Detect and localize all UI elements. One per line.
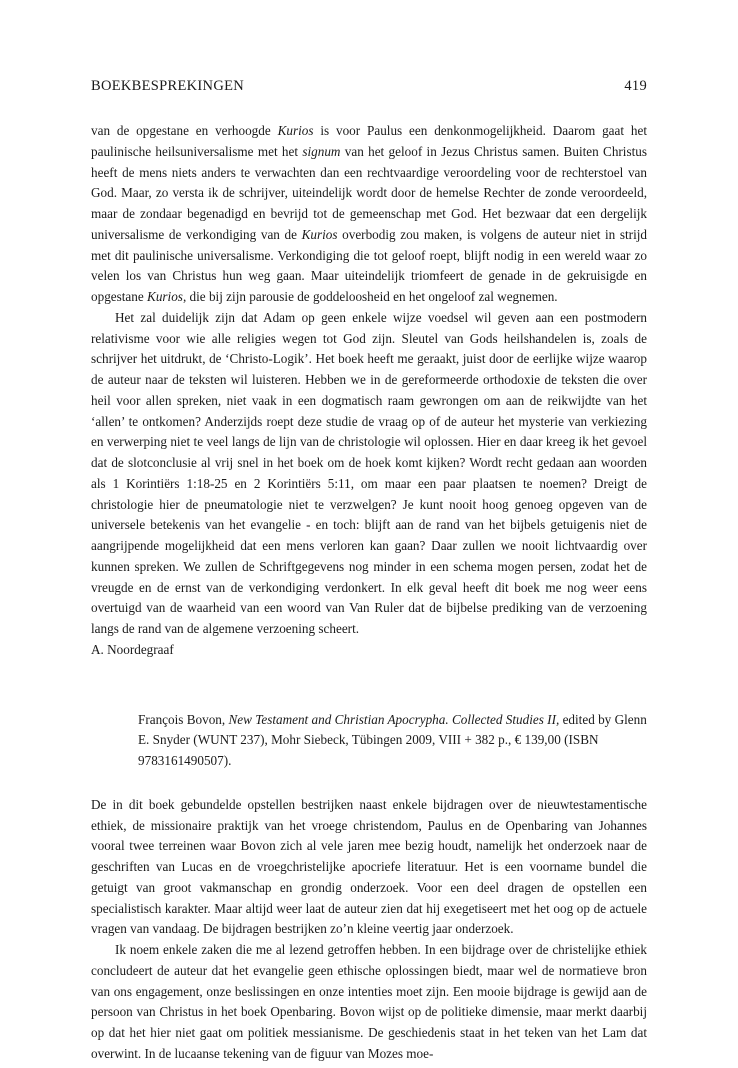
italic-term: Kurios	[277, 123, 314, 138]
italic-term: signum	[302, 143, 341, 159]
paragraph: Ik noem enkele zaken die me al lezend getroffen hebben. In een bijdrage over de christelijke ethiek concludeert de auteur dat het evangelie geen ethische oplossingen biedt, maar wel de normatieve bron van ons engagement, onze beslissingen en onze intenties moet zijn. Een mooie bijdrage is gewijd aan de persoon van Christus in het boek Openbaring. Bovon wijst op de politieke dimensie, maar merkt daarbij op dat het hier niet gaat om politiek messianisme. De geschiedenis staat in het teken van het Lam dat overwint. In de lucaanse tekening van de figuur van Mozes moe-	[91, 942, 647, 1061]
text-run: is voor Paulus een denkonmogelijkheid. Daarom gaat het paulinische heilsuniversalisme met het	[91, 123, 647, 159]
paragraph	[91, 121, 647, 308]
review-bovon	[91, 795, 647, 1065]
book-title: New Testament and Christian Apocrypha. Collected Studies II,	[228, 711, 560, 727]
book-reference	[138, 710, 647, 772]
book-author: François Bovon,	[138, 711, 229, 727]
review-noordegraaf	[91, 121, 647, 661]
page-body	[91, 121, 647, 1065]
text-run: van het geloof in Jezus Christus samen. Buiten Christus heeft de mens niets anders te verwachten dan een rechtvaardige veroordeling voor de rechterstoel van God. Maar, zo versta ik de schrijver, uiteindelijk wordt door de hemelse Rechter de zonde veroordeeld, maar de zondaar begenadigd en bevrijd tot de gemeenschap met God. Het bezwaar dat een dergelijk universalisme de verkondiging van de	[91, 143, 647, 242]
text-run: van de opgestane en verhoogde	[91, 123, 278, 138]
page-number: 419	[624, 78, 647, 94]
running-title: BOEKBESPREKINGEN	[91, 78, 245, 94]
italic-term: Kurios	[301, 226, 338, 242]
italic-term: Kurios	[147, 289, 183, 304]
paragraph: Het zal duidelijk zijn dat Adam op geen enkele wijze voedsel wil geven aan een postmodern relativisme voor wie alle religies wegen tot God zijn. Sleutel van Gods heilshandelen is, zoals de schrijver het uitdrukt, de ‘Christo-Logik’. Het boek heeft me geraakt, juist door de eerlijke wijze waarop de auteur naar de teksten wil luisteren. Hebben we in de gereformeerde orthodoxie de teksten die over heil voor allen spreken, niet vaak in een dogmatisch raam gewrongen om aan de reikwijdte van het ‘allen’ te ontkomen? Anderzijds roept deze studie de vraag op of de auteur het mysterie van verkiezing en verwerping niet te veel langs de lijn van de christologie wil oplossen. Hier en daar kreeg ik het gevoel dat de slotconclusie al vrij snel in het boek om de hoek komt kijken? Wordt recht gedaan aan woorden als 1 Korintiërs 1:18-25 en 2 Korintiërs 5:11, om maar een paar plaatsen te noemen? Dreigt de christologie hier de pneumatologie niet te verzwelgen? Je kunt nooit hoog genoeg opgeven van de universele betekenis van het evangelie - en toch: blijft aan de rand van het bijbels getuigenis niet de aangrijpende mogelijkheid dat een mens verloren kan gaan? Daar zullen we nooit lichtvaardig over kunnen spreken. We zullen de Schriftgegevens nog minder in een schema mogen persen, zodat het de vreugde en de ernst van de verkondiging verdonkert. In elk geval heeft dit boek me nog weer eens overtuigd van de waarheid van een woord van Van Ruler dat de bijbelse prediking van de verzoening langs de rand van de algemene verzoening scheert.	[91, 309, 647, 636]
reviewer-signature: A. Noordegraaf	[91, 641, 174, 657]
text-run: , die bij zijn parousie de goddeloosheid en het ongeloof zal wegnemen.	[182, 289, 558, 304]
text-run: overbodig zou maken, is volgens de auteur niet in strijd met dit paulinische universalisme. Verkondiging die tot geloof roept, blijft nodig in een wereld waar zo velen los van Christus hun weg gaan. Maar uiteindelijk triomfeert de genade in de gekruisigde en opgestane	[91, 226, 647, 304]
paragraph: De in dit boek gebundelde opstellen bestrijken naast enkele bijdragen over de nieuwtestamentische ethiek, de missionaire praktijk van het vroege christendom, Paulus en de Openbaring van Johannes vooral twee terreinen waar Bovon zich al vele jaren mee bezig houdt, namelijk het onderzoek naar de geschriften van Lucas en de vroegchristelijke apocriefe literatuur. Het is een voorname bundel die getuigt van groot vakmanschap en grondig onderzoek. Voor een deel dragen de opstellen een specialistisch karakter. Maar altijd weer laat de auteur zien dat hij exegetiseert met het oog op de actuele vragen van vandaag. De bijdragen bestrijken zo’n kleine veertig jaar onderzoek.	[91, 796, 647, 937]
book-details: edited by Glenn E. Snyder (WUNT 237), Mohr Siebeck, Tübingen 2009, VIII + 382 p., € 139,00 (ISBN 9783161490507).	[138, 711, 647, 768]
